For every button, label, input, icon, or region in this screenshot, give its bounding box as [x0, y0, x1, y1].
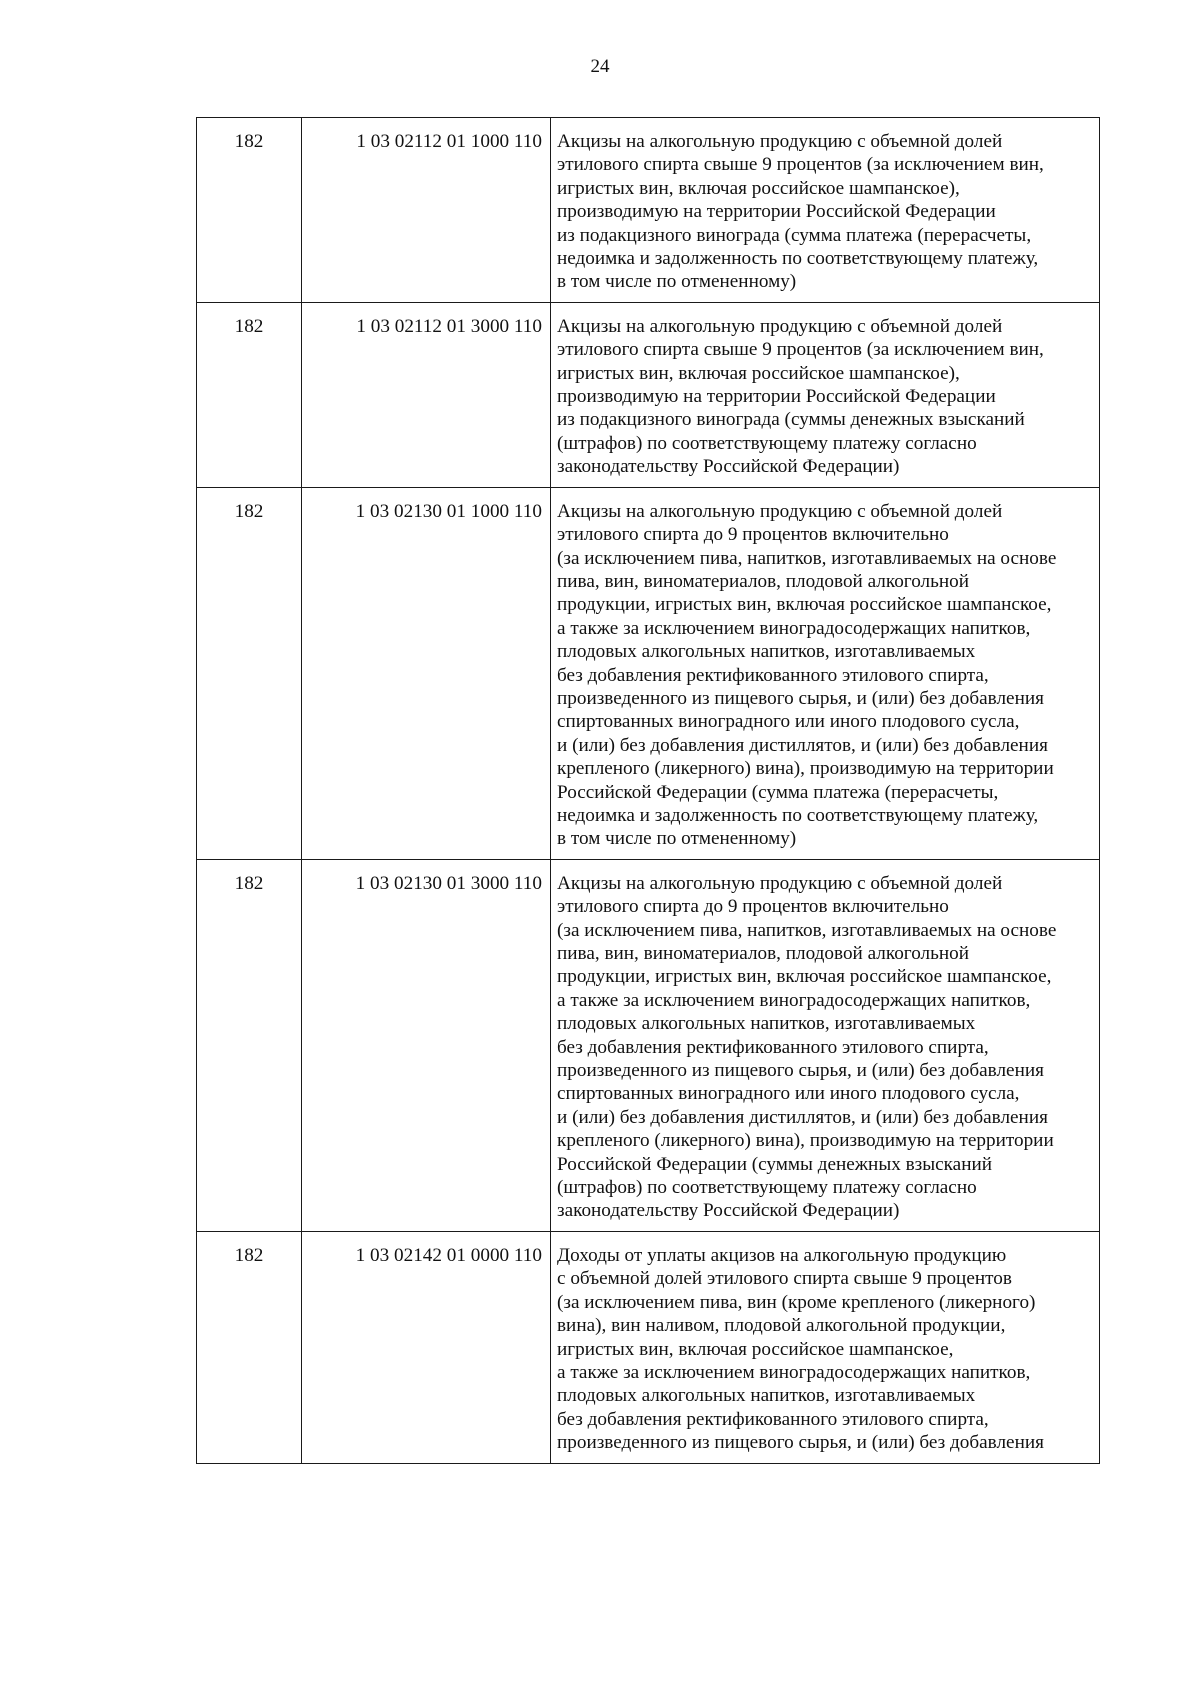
description-line: недоимка и задолженность по соответствующему платежу,: [557, 804, 1039, 826]
description-line: в том числе по отмененному): [557, 271, 797, 293]
description-line: и (или) без добавления дистиллятов, и (или) без добавления: [557, 734, 1048, 756]
description-line: плодовых алкогольных напитков, изготавливаемых: [557, 641, 976, 663]
description-line: законодательству Российской Федерации): [557, 1200, 900, 1222]
description-line: пива, вин, виноматериалов, плодовой алкогольной: [557, 943, 969, 964]
description-line: Акцизы на алкогольную продукцию с объемной долей: [557, 315, 1003, 337]
table-row: [197, 487, 1100, 859]
revenue-description-cell: [551, 302, 1100, 487]
description-line: Российской Федерации (сумма платежа (перерасчеты,: [557, 781, 999, 803]
description-line: продукции, игристых вин, включая российское шампанское,: [557, 594, 1052, 616]
description-line: (за исключением пива, напитков, изготавливаемых на основе: [557, 919, 1057, 941]
description-line: этилового спирта свыше 9 процентов (за исключением вин,: [557, 339, 1044, 361]
budget-classification-code-cell: 1 03 02112 01 3000 110: [302, 302, 551, 487]
budget-classification-code-cell: 1 03 02142 01 0000 110: [302, 1231, 551, 1463]
description-line: плодовых алкогольных напитков, изготавливаемых: [557, 1013, 976, 1035]
description-line: а также за исключением виноградосодержащих напитков,: [557, 617, 1031, 639]
description-line: произведенного из пищевого сырья, и (или) без добавления: [557, 687, 1044, 709]
description-line: этилового спирта до 9 процентов включительно: [557, 896, 949, 918]
description-line: игристых вин, включая российское шампанское),: [557, 362, 960, 384]
description-line: недоимка и задолженность по соответствующему платежу,: [557, 248, 1039, 270]
budget-classification-code-cell: 1 03 02130 01 1000 110: [302, 487, 551, 859]
budget-codes-table: [196, 117, 1100, 1464]
description-line: производимую на территории Российской Федерации: [557, 386, 996, 408]
revenue-description-cell: [551, 1231, 1100, 1463]
description-line: а также за исключением виноградосодержащих напитков,: [557, 1361, 1031, 1383]
budget-classification-code-cell: 1 03 02112 01 1000 110: [302, 118, 551, 303]
table-row: [197, 302, 1100, 487]
admin-code-cell: 182: [197, 859, 302, 1231]
description-line: произведенного из пищевого сырья, и (или) без добавления: [557, 1432, 1044, 1454]
description-line: игристых вин, включая российское шампанское,: [557, 1338, 954, 1360]
table-row: [197, 859, 1100, 1231]
description-line: спиртованных виноградного или иного плодового сусла,: [557, 1083, 1020, 1105]
description-line: Акцизы на алкогольную продукцию с объемной долей: [557, 872, 1003, 894]
description-line: (штрафов) по соответствующему платежу согласно: [557, 432, 977, 454]
description-line: из подакцизного винограда (суммы денежных взысканий: [557, 409, 1025, 431]
description-line: продукции, игристых вин, включая российское шампанское,: [557, 966, 1052, 988]
description-line: пива, вин, виноматериалов, плодовой алкогольной: [557, 570, 969, 592]
description-line: игристых вин, включая российское шампанское),: [557, 177, 960, 199]
description-line: вина), вин наливом, плодовой алкогольной продукции,: [557, 1315, 1006, 1337]
admin-code-cell: 182: [197, 118, 302, 303]
description-line: производимую на территории Российской Федерации: [557, 201, 996, 223]
description-line: произведенного из пищевого сырья, и (или) без добавления: [557, 1060, 1044, 1082]
admin-code-cell: 182: [197, 302, 302, 487]
page-number: 24: [590, 56, 610, 77]
revenue-description-cell: [551, 859, 1100, 1231]
description-line: Российской Федерации (суммы денежных взысканий: [557, 1153, 993, 1175]
description-line: а также за исключением виноградосодержащих напитков,: [557, 989, 1031, 1011]
description-line: спиртованных виноградного или иного плодового сусла,: [557, 711, 1020, 733]
description-line: без добавления ректификованного этилового спирта,: [557, 1036, 989, 1058]
revenue-description-cell: [551, 487, 1100, 859]
description-line: в том числе по отмененному): [557, 828, 797, 850]
description-line: этилового спирта свыше 9 процентов (за исключением вин,: [557, 154, 1044, 176]
description-line: без добавления ректификованного этилового спирта,: [557, 1408, 989, 1430]
description-line: и (или) без добавления дистиллятов, и (или) без добавления: [557, 1106, 1048, 1128]
description-line: крепленого (ликерного) вина), производимую на территории: [557, 1130, 1054, 1152]
description-line: крепленого (ликерного) вина), производимую на территории: [557, 758, 1054, 780]
description-line: (за исключением пива, напитков, изготавливаемых на основе: [557, 547, 1057, 569]
table-row: [197, 1231, 1100, 1463]
table-row: [197, 118, 1100, 303]
table-body: [197, 118, 1100, 1464]
description-line: этилового спирта до 9 процентов включительно: [557, 524, 949, 546]
description-line: Акцизы на алкогольную продукцию с объемной долей: [557, 500, 1003, 522]
admin-code-cell: 182: [197, 487, 302, 859]
description-line: законодательству Российской Федерации): [557, 456, 900, 478]
description-line: (за исключением пива, вин (кроме крепленого (ликерного): [557, 1291, 1036, 1313]
description-line: (штрафов) по соответствующему платежу согласно: [557, 1177, 977, 1199]
description-line: из подакцизного винограда (сумма платежа (перерасчеты,: [557, 224, 1032, 246]
admin-code-cell: 182: [197, 1231, 302, 1463]
budget-classification-code-cell: 1 03 02130 01 3000 110: [302, 859, 551, 1231]
description-line: с объемной долей этилового спирта свыше 9 процентов: [557, 1268, 1012, 1290]
revenue-description-cell: [551, 118, 1100, 303]
description-line: Акцизы на алкогольную продукцию с объемной долей: [557, 131, 1003, 152]
description-line: плодовых алкогольных напитков, изготавливаемых: [557, 1385, 976, 1407]
description-line: без добавления ректификованного этилового спирта,: [557, 664, 989, 686]
description-line: Доходы от уплаты акцизов на алкогольную продукцию: [557, 1244, 1007, 1266]
